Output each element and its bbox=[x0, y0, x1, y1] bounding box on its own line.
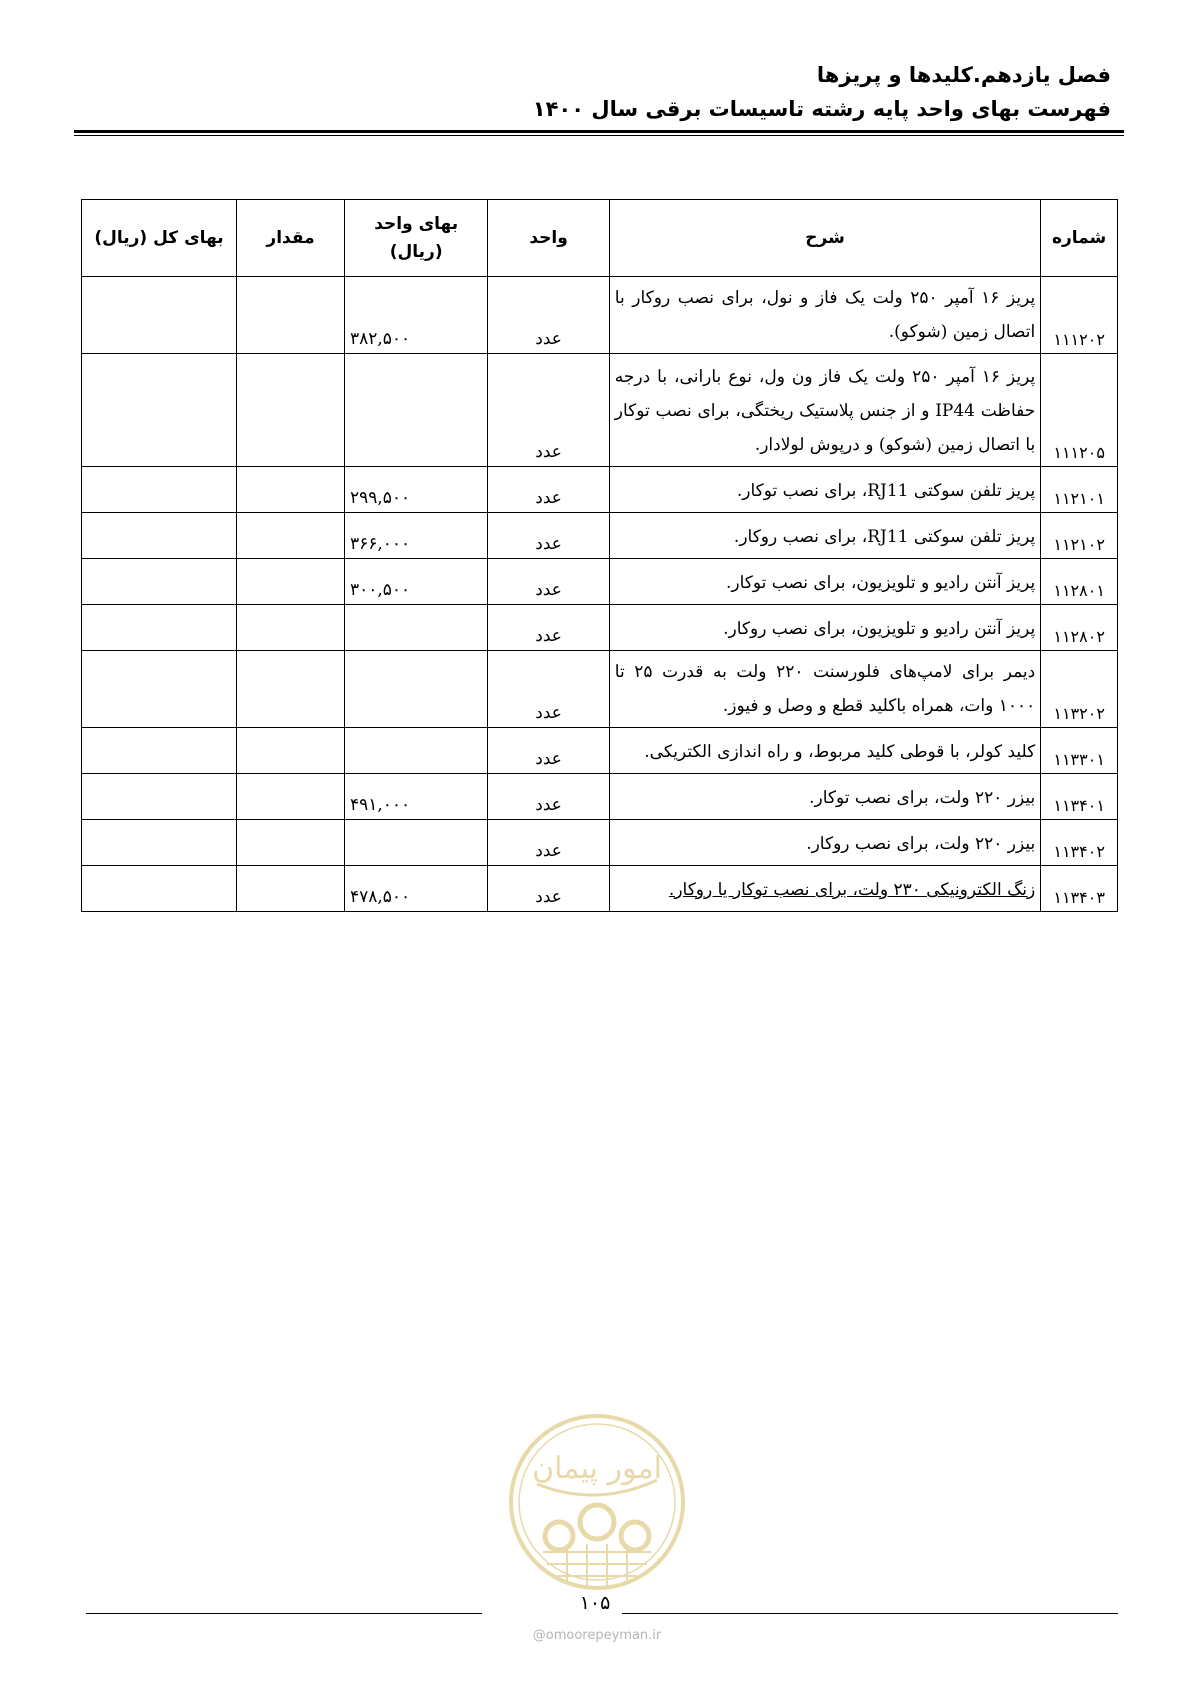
row-unit: عدد bbox=[488, 820, 609, 866]
watermark-logo bbox=[507, 1412, 687, 1592]
header-unit-price bbox=[344, 200, 487, 277]
table-row bbox=[82, 467, 1118, 513]
row-code: ۱۱۳۲۰۲ bbox=[1041, 651, 1118, 728]
row-unit-price: ۲۹۹,۵۰۰ bbox=[344, 467, 487, 513]
row-quantity bbox=[237, 605, 345, 651]
row-quantity bbox=[237, 354, 345, 467]
row-unit: عدد bbox=[488, 774, 609, 820]
header-total-price: بهای کل (ریال) bbox=[82, 200, 237, 277]
row-total bbox=[82, 354, 237, 467]
row-quantity bbox=[237, 728, 345, 774]
row-code: ۱۱۳۴۰۱ bbox=[1041, 774, 1118, 820]
row-description: دیمر برای لامپ‌های فلورسنت ۲۲۰ ولت به قدرت ۲۵ تا ۱۰۰۰ وات، همراه باکلید قطع و وصل و فیوز. bbox=[609, 651, 1040, 728]
header-rule-thin bbox=[74, 135, 1124, 136]
row-unit-price bbox=[344, 820, 487, 866]
row-quantity bbox=[237, 651, 345, 728]
row-code: ۱۱۱۲۰۲ bbox=[1041, 277, 1118, 354]
row-description: پریز تلفن سوکتی RJ11، برای نصب توکار. bbox=[609, 467, 1040, 513]
row-description: پریز تلفن سوکتی RJ11، برای نصب روکار. bbox=[609, 513, 1040, 559]
row-code: ۱۱۳۳۰۱ bbox=[1041, 728, 1118, 774]
row-unit: عدد bbox=[488, 866, 609, 912]
table-row bbox=[82, 354, 1118, 467]
header-unit: واحد bbox=[488, 200, 609, 277]
row-quantity bbox=[237, 467, 345, 513]
row-unit: عدد bbox=[488, 277, 609, 354]
row-unit-price: ۳۶۶,۰۰۰ bbox=[344, 513, 487, 559]
price-list-table bbox=[81, 199, 1118, 912]
row-total bbox=[82, 513, 237, 559]
row-unit: عدد bbox=[488, 354, 609, 467]
row-code: ۱۱۲۸۰۲ bbox=[1041, 605, 1118, 651]
row-description: پریز آنتن رادیو و تلویزیون، برای نصب روکار. bbox=[609, 605, 1040, 651]
row-unit-price bbox=[344, 728, 487, 774]
row-unit: عدد bbox=[488, 559, 609, 605]
table-row bbox=[82, 866, 1118, 912]
row-unit: عدد bbox=[488, 728, 609, 774]
row-total bbox=[82, 820, 237, 866]
website-watermark: @omoorepeyman.ir bbox=[532, 1628, 662, 1643]
row-code: ۱۱۱۲۰۵ bbox=[1041, 354, 1118, 467]
row-description: پریز ۱۶ آمپر ۲۵۰ ولت یک فاز و نول، برای نصب روکار با اتصال زمین (شوکو). bbox=[609, 277, 1040, 354]
row-description: بیزر ۲۲۰ ولت، برای نصب توکار. bbox=[609, 774, 1040, 820]
row-quantity bbox=[237, 277, 345, 354]
row-unit-price bbox=[344, 651, 487, 728]
page-header bbox=[71, 58, 1111, 126]
row-unit-price bbox=[344, 605, 487, 651]
row-unit: عدد bbox=[488, 467, 609, 513]
chapter-title: فصل یازدهم.کلیدها و پریزها bbox=[816, 63, 1111, 87]
row-unit-price: ۳۸۲,۵۰۰ bbox=[344, 277, 487, 354]
row-unit-price: ۴۷۸,۵۰۰ bbox=[344, 866, 487, 912]
row-unit: عدد bbox=[488, 605, 609, 651]
row-code: ۱۱۲۱۰۱ bbox=[1041, 467, 1118, 513]
header-rule-thick bbox=[74, 130, 1124, 133]
row-unit-price bbox=[344, 354, 487, 467]
table-header-row bbox=[82, 200, 1118, 277]
header-description: شرح bbox=[609, 200, 1040, 277]
row-unit-price: ۳۰۰,۵۰۰ bbox=[344, 559, 487, 605]
footer-rule-right bbox=[622, 1613, 1118, 1614]
row-description: پریز ۱۶ آمپر ۲۵۰ ولت یک فاز ون ول، نوع بارانی، با درجه حفاظت IP44 و از جنس پلاستیک ریختگی، برای نصب توکار با اتصال زمین (شوکو) و درپوش لولادار. bbox=[609, 354, 1040, 467]
page-number: ۱۰۵ bbox=[579, 1592, 611, 1614]
row-unit: عدد bbox=[488, 513, 609, 559]
row-quantity bbox=[237, 866, 345, 912]
table-row bbox=[82, 605, 1118, 651]
row-unit: عدد bbox=[488, 651, 609, 728]
table-row bbox=[82, 774, 1118, 820]
row-code: ۱۱۲۱۰۲ bbox=[1041, 513, 1118, 559]
table-row bbox=[82, 277, 1118, 354]
header-code: شماره bbox=[1041, 200, 1118, 277]
header-unit-price-line2: (ریال) bbox=[389, 242, 443, 262]
table-row bbox=[82, 728, 1118, 774]
row-total bbox=[82, 774, 237, 820]
row-total bbox=[82, 866, 237, 912]
row-total bbox=[82, 651, 237, 728]
row-unit-price: ۴۹۱,۰۰۰ bbox=[344, 774, 487, 820]
header-unit-price-line1: بهای واحد bbox=[374, 214, 459, 234]
row-quantity bbox=[237, 513, 345, 559]
row-description: زنگ الکترونیکی ۲۳۰ ولت، برای نصب توکار یا روکار. bbox=[609, 866, 1040, 912]
row-total bbox=[82, 467, 237, 513]
row-description: پریز آنتن رادیو و تلویزیون، برای نصب توکار. bbox=[609, 559, 1040, 605]
row-total bbox=[82, 605, 237, 651]
book-title: فهرست بهای واحد پایه رشته تاسیسات برقی سال ۱۴۰۰ bbox=[532, 97, 1111, 121]
row-description: کلید کولر، با قوطی کلید مربوط، و راه اندازی الکتریکی. bbox=[609, 728, 1040, 774]
footer-rule-left bbox=[86, 1613, 482, 1614]
row-code: ۱۱۳۴۰۳ bbox=[1041, 866, 1118, 912]
row-quantity bbox=[237, 559, 345, 605]
row-code: ۱۱۳۴۰۲ bbox=[1041, 820, 1118, 866]
table-row bbox=[82, 513, 1118, 559]
row-total bbox=[82, 277, 237, 354]
row-quantity bbox=[237, 774, 345, 820]
row-description: بیزر ۲۲۰ ولت، برای نصب روکار. bbox=[609, 820, 1040, 866]
header-quantity: مقدار bbox=[237, 200, 345, 277]
table-row bbox=[82, 820, 1118, 866]
row-code: ۱۱۲۸۰۱ bbox=[1041, 559, 1118, 605]
row-quantity bbox=[237, 820, 345, 866]
row-total bbox=[82, 728, 237, 774]
watermark-text: امور پیمان bbox=[532, 1451, 662, 1486]
table-row bbox=[82, 651, 1118, 728]
row-total bbox=[82, 559, 237, 605]
table-row bbox=[82, 559, 1118, 605]
